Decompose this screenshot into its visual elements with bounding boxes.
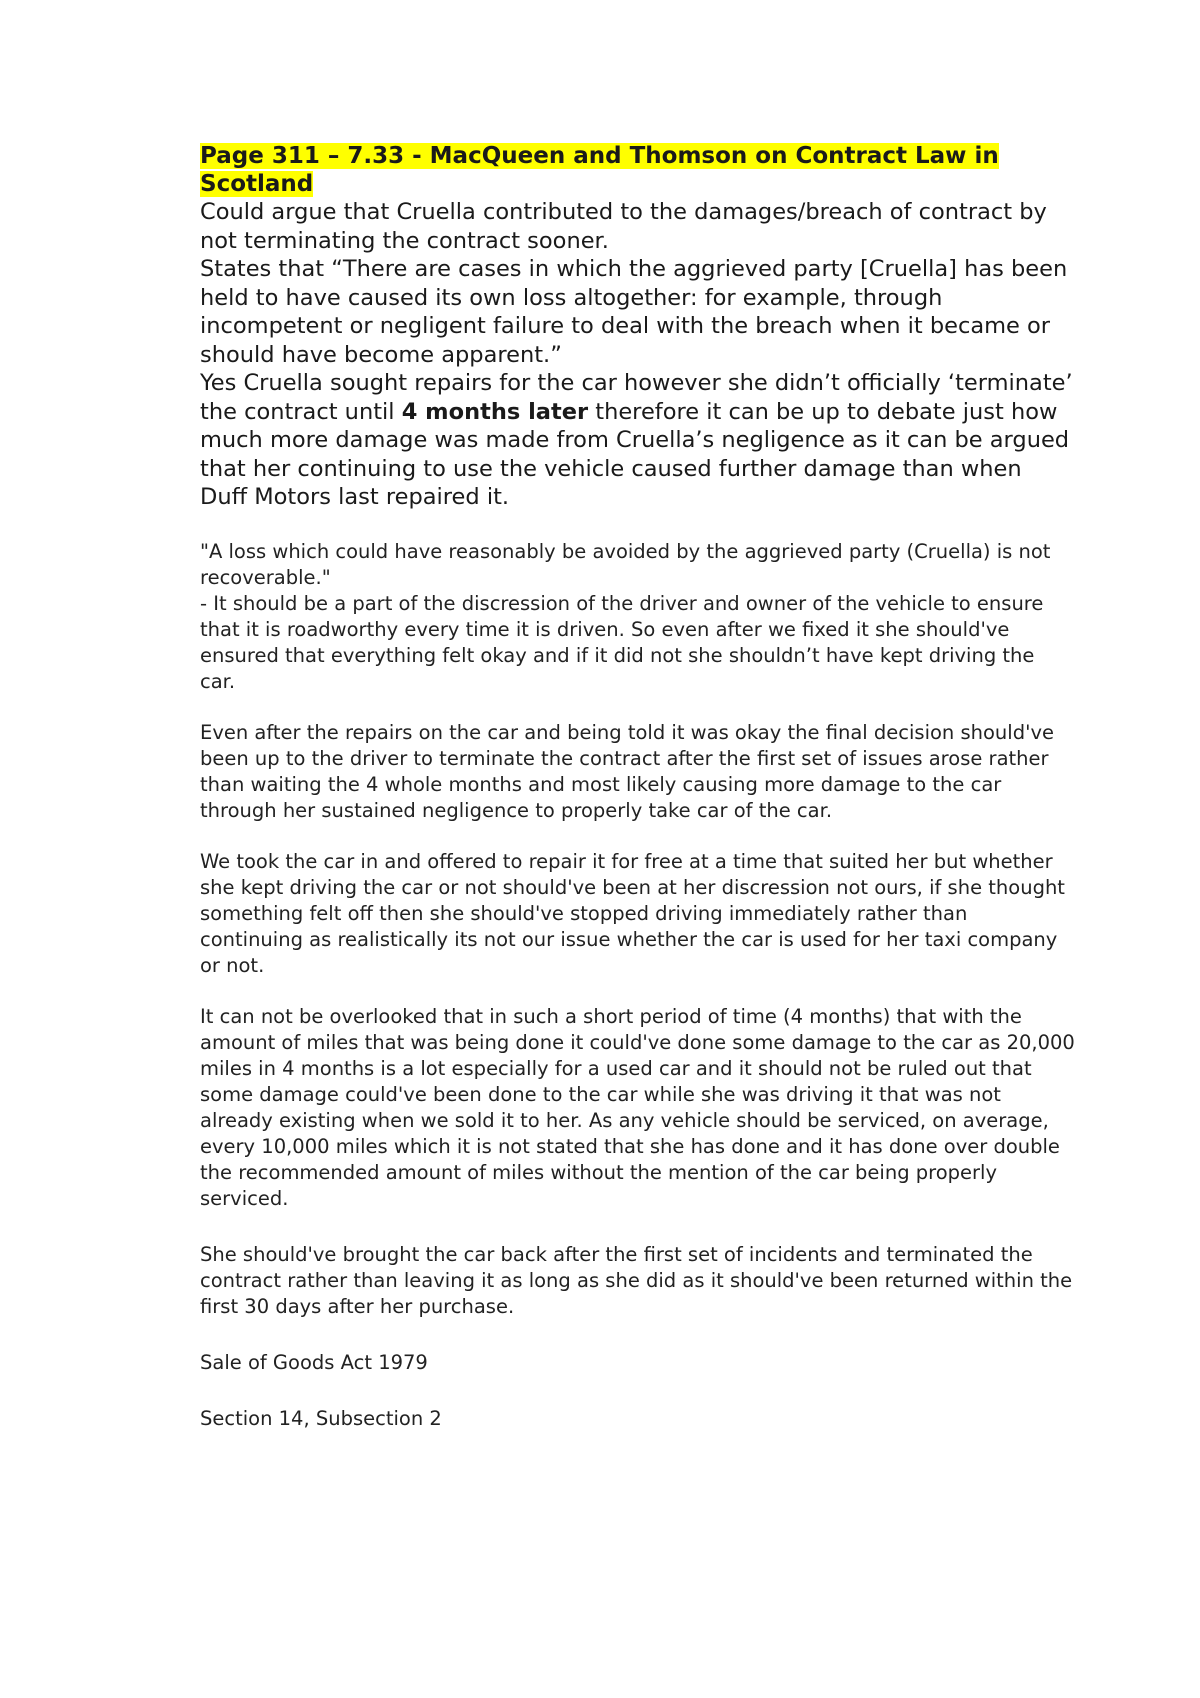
document-page (200, 142, 1075, 1432)
repairs-paragraph: Even after the repairs on the car and being told it was okay the final decision should've been up to the driver to terminate the contract after the first set of issues arose rather than waiting the 4 whole months and most likely causing more damage to the car through her sustained negligence to properly take car of the car. (200, 720, 1054, 822)
lead-paragraph-quote: States that “There are cases in which the aggrieved party [Cruella] has been held to have caused its own loss altogether: for example, through incompetent or negligent failure to deal with the breach when it became or should have become apparent.” (200, 256, 1068, 368)
act-paragraph: Sale of Goods Act 1979 (200, 1350, 428, 1374)
roadworthy-paragraph: - It should be a part of the discression of the driver and owner of the vehicle to ensure that it is roadworthy every time it is driven. So even after we fixed it she should've ensured that everything felt okay and if it did not she shouldn’t have kept driving the car. (200, 591, 1044, 693)
spacer (200, 1376, 1075, 1406)
lead-paragraph-contributed: Could argue that Cruella contributed to the damages/breach of contract by not terminating the contract sooner. (200, 199, 1047, 254)
page-title (200, 142, 1075, 198)
lead-terminate-before: Yes Cruella sought repairs for the car however she didn’t officially ‘terminate’ the contract until (200, 370, 1073, 425)
title-highlight: Page 311 – 7.33 - MacQueen and Thomson on Contract Law in Scotland (200, 143, 999, 197)
section-paragraph: Section 14, Subsection 2 (200, 1406, 442, 1430)
lead-paragraph-terminate (200, 369, 1075, 512)
returned-paragraph: She should've brought the car back after the first set of incidents and terminated the contract rather than leaving it as long as she did as it should've been returned within the first 30 days after her purchase. (200, 1242, 1073, 1318)
spacer (200, 695, 1075, 720)
spacer (200, 1320, 1075, 1350)
spacer (200, 512, 1075, 539)
quote-paragraph: "A loss which could have reasonably be avoided by the aggrieved party (Cruella) is not recoverable." (200, 539, 1051, 589)
mileage-paragraph: It can not be overlooked that in such a short period of time (4 months) that with the amount of miles that was being done it could've done some damage to the car as 20,000 miles in 4 months is a lot especially for a used car and it should not be ruled out that some damage could've been done to the car while she was driving it that was not already existing when we sold it to her. As any vehicle should be serviced, on average, every 10,000 miles which it is not stated that she has done and it has done over double the recommended amount of miles without the mention of the car being properly serviced. (200, 1004, 1075, 1210)
lead-terminate-bold: 4 months later (401, 398, 589, 425)
lead-terminate-after: therefore it can be up to debate just how much more damage was made from Cruella’s negligence as it can be argued that her continuing to use the vehicle caused further damage than when Duff Motors last repaired it. (200, 398, 1070, 510)
spacer (200, 1212, 1075, 1242)
spacer (200, 979, 1075, 1004)
offered-paragraph: We took the car in and offered to repair it for free at a time that suited her but whether she kept driving the car or not should've been at her discression not ours, if she thought something felt off then she should've stopped driving immediately rather than continuing as realistically its not our issue whether the car is used for her taxi company or not. (200, 849, 1065, 977)
spacer (200, 824, 1075, 849)
